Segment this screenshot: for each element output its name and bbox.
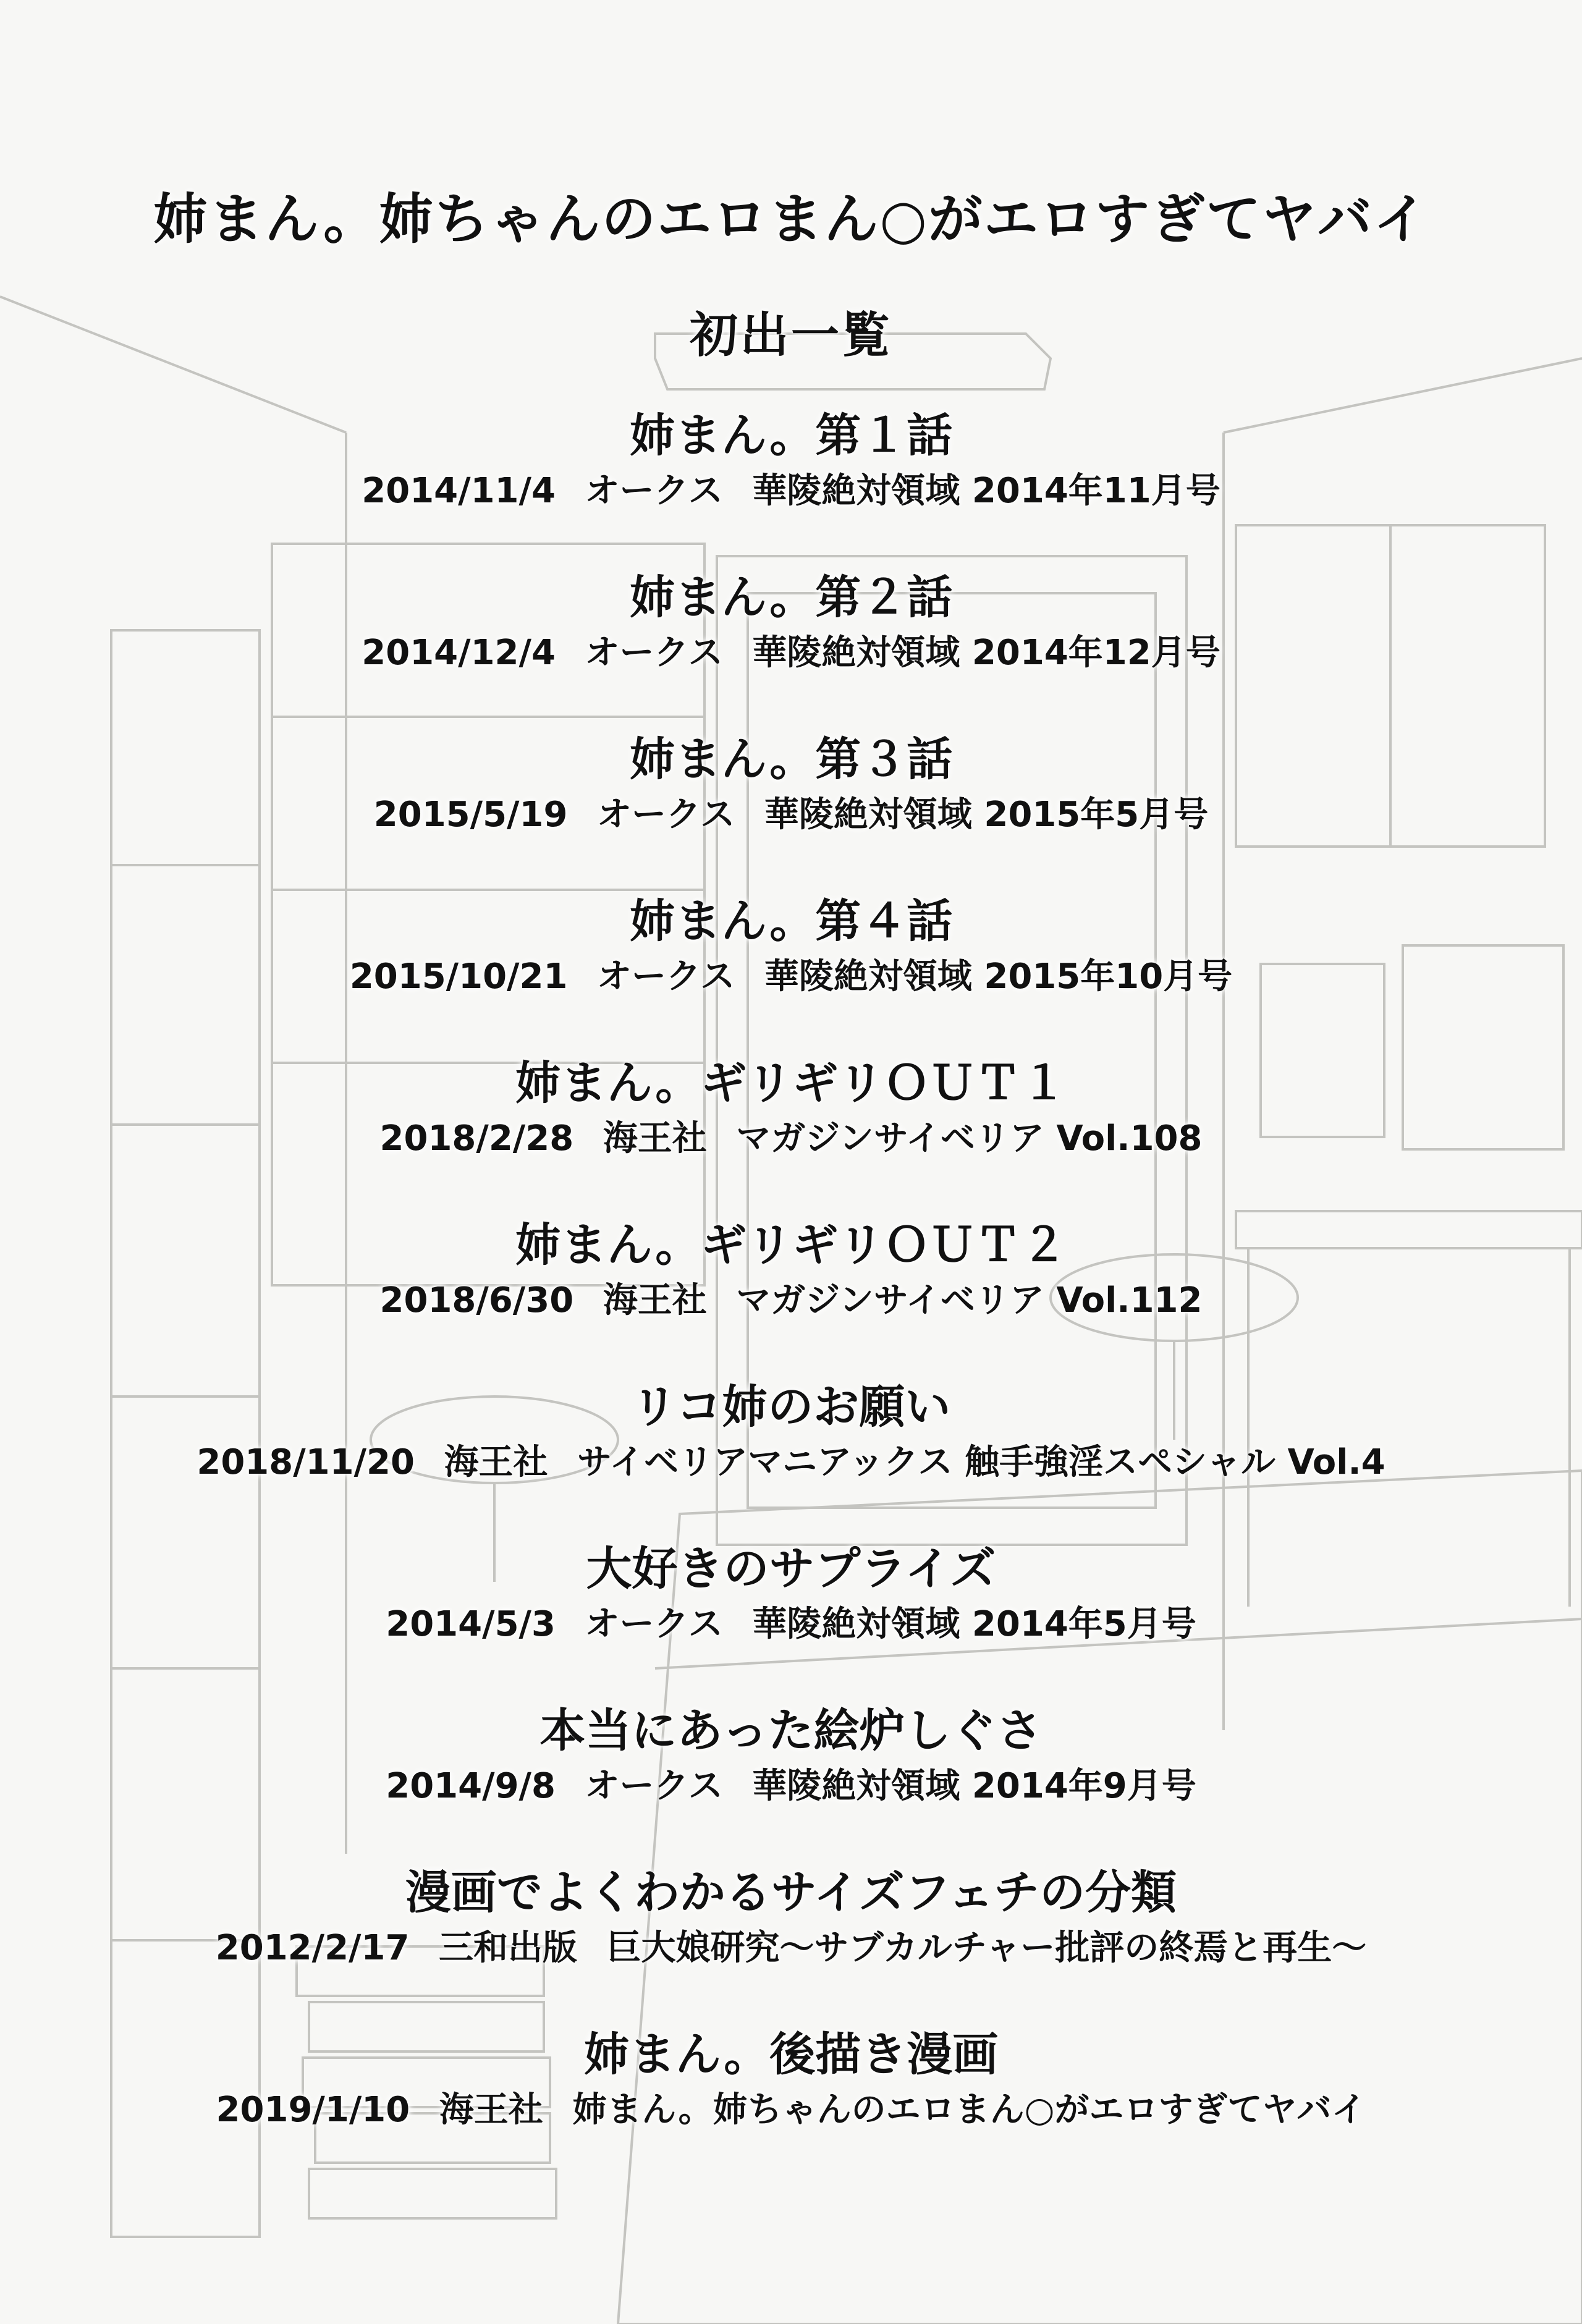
- publication-info: [0, 1438, 1582, 1487]
- publisher-name: 海王社: [603, 1118, 707, 1159]
- list-item: [0, 729, 1582, 890]
- publication-info: [0, 1114, 1582, 1164]
- publisher-name: 海王社: [439, 2090, 543, 2130]
- list-item: [0, 1376, 1582, 1538]
- magazine-name: 華陵絶対領域 2015年5月号: [764, 795, 1209, 835]
- list-item: [0, 890, 1582, 1052]
- publication-date: 2019/1/10: [216, 2090, 410, 2130]
- story-title: 姉まん。後描き漫画: [583, 2028, 999, 2081]
- magazine-name: 華陵絶対領域 2015年10月号: [764, 957, 1233, 997]
- publisher-name: オークス: [585, 1766, 723, 1806]
- book-title: 姉まん。姉ちゃんのエロまん○がエロすぎてヤバイ: [153, 187, 1429, 251]
- publisher-name: 海王社: [603, 1280, 707, 1320]
- list-item: [0, 1700, 1582, 1862]
- story-title: 本当にあった絵炉しぐさ: [539, 1704, 1043, 1757]
- list-item: [0, 1214, 1582, 1376]
- publisher-name: オークス: [585, 471, 723, 511]
- publication-date: 2014/11/4: [362, 471, 556, 511]
- publisher-name: オークス: [585, 1604, 723, 1644]
- magazine-name: サイベリアマニアックス 触手強淫スペシャル Vol.4: [577, 1442, 1385, 1482]
- list-item: [0, 405, 1582, 567]
- publication-date: 2014/5/3: [386, 1604, 556, 1644]
- publication-date: 2014/12/4: [362, 633, 556, 673]
- publication-date: 2018/11/20: [197, 1442, 415, 1482]
- publication-info: [0, 1276, 1582, 1325]
- first-appearance-heading: 初出一覧: [689, 308, 892, 363]
- list-item: [0, 1538, 1582, 1700]
- publication-date: 2018/6/30: [379, 1280, 574, 1320]
- publisher-name: オークス: [585, 633, 723, 673]
- publication-info: [0, 1600, 1582, 1649]
- magazine-name: マガジンサイベリア Vol.112: [736, 1280, 1203, 1320]
- publisher-name: 三和出版: [438, 1928, 577, 1968]
- publication-info: [0, 2085, 1582, 2135]
- first-appearance-list: [0, 405, 1582, 2186]
- magazine-name: 巨大娘研究～サブカルチャー批評の終焉と再生～: [606, 1928, 1367, 1968]
- story-title: 姉まん。ギリギリＯＵＴ１: [515, 1057, 1067, 1110]
- magazine-name: 華陵絶対領域 2014年9月号: [752, 1766, 1196, 1806]
- story-title: 姉まん。第４話: [629, 895, 953, 948]
- magazine-name: マガジンサイベリア Vol.108: [736, 1118, 1203, 1159]
- story-title: 姉まん。第３話: [629, 733, 953, 786]
- story-title: リコ姉のお願い: [631, 1380, 951, 1434]
- publication-info: [0, 628, 1582, 678]
- list-item: [0, 567, 1582, 729]
- publication-date: 2015/10/21: [349, 957, 568, 997]
- publication-date: 2014/9/8: [386, 1766, 556, 1806]
- list-item: [0, 2024, 1582, 2186]
- magazine-name: 華陵絶対領域 2014年5月号: [752, 1604, 1196, 1644]
- publication-info: [0, 790, 1582, 840]
- story-title: 姉まん。第２話: [629, 571, 953, 624]
- publication-info: [0, 952, 1582, 1002]
- publication-info: [0, 1762, 1582, 1811]
- publication-info: [0, 1924, 1582, 1973]
- list-item: [0, 1862, 1582, 2024]
- magazine-name: 姉まん。姉ちゃんのエロまん○がエロすぎてヤバイ: [572, 2090, 1366, 2130]
- publisher-name: オークス: [596, 957, 735, 997]
- magazine-name: 華陵絶対領域 2014年12月号: [752, 633, 1220, 673]
- publisher-name: オークス: [596, 795, 735, 835]
- publication-date: 2018/2/28: [379, 1118, 574, 1159]
- list-item: [0, 1052, 1582, 1214]
- publisher-name: 海王社: [444, 1442, 548, 1482]
- publication-date: 2015/5/19: [373, 795, 568, 835]
- story-title: 姉まん。第１話: [629, 409, 953, 462]
- story-title: 大好きのサプライズ: [586, 1542, 996, 1595]
- publication-date: 2012/2/17: [215, 1928, 410, 1968]
- magazine-name: 華陵絶対領域 2014年11月号: [752, 471, 1220, 511]
- story-title: 漫画でよくわかるサイズフェチの分類: [405, 1866, 1177, 1919]
- story-title: 姉まん。ギリギリＯＵＴ２: [515, 1219, 1067, 1272]
- publication-info: [0, 467, 1582, 516]
